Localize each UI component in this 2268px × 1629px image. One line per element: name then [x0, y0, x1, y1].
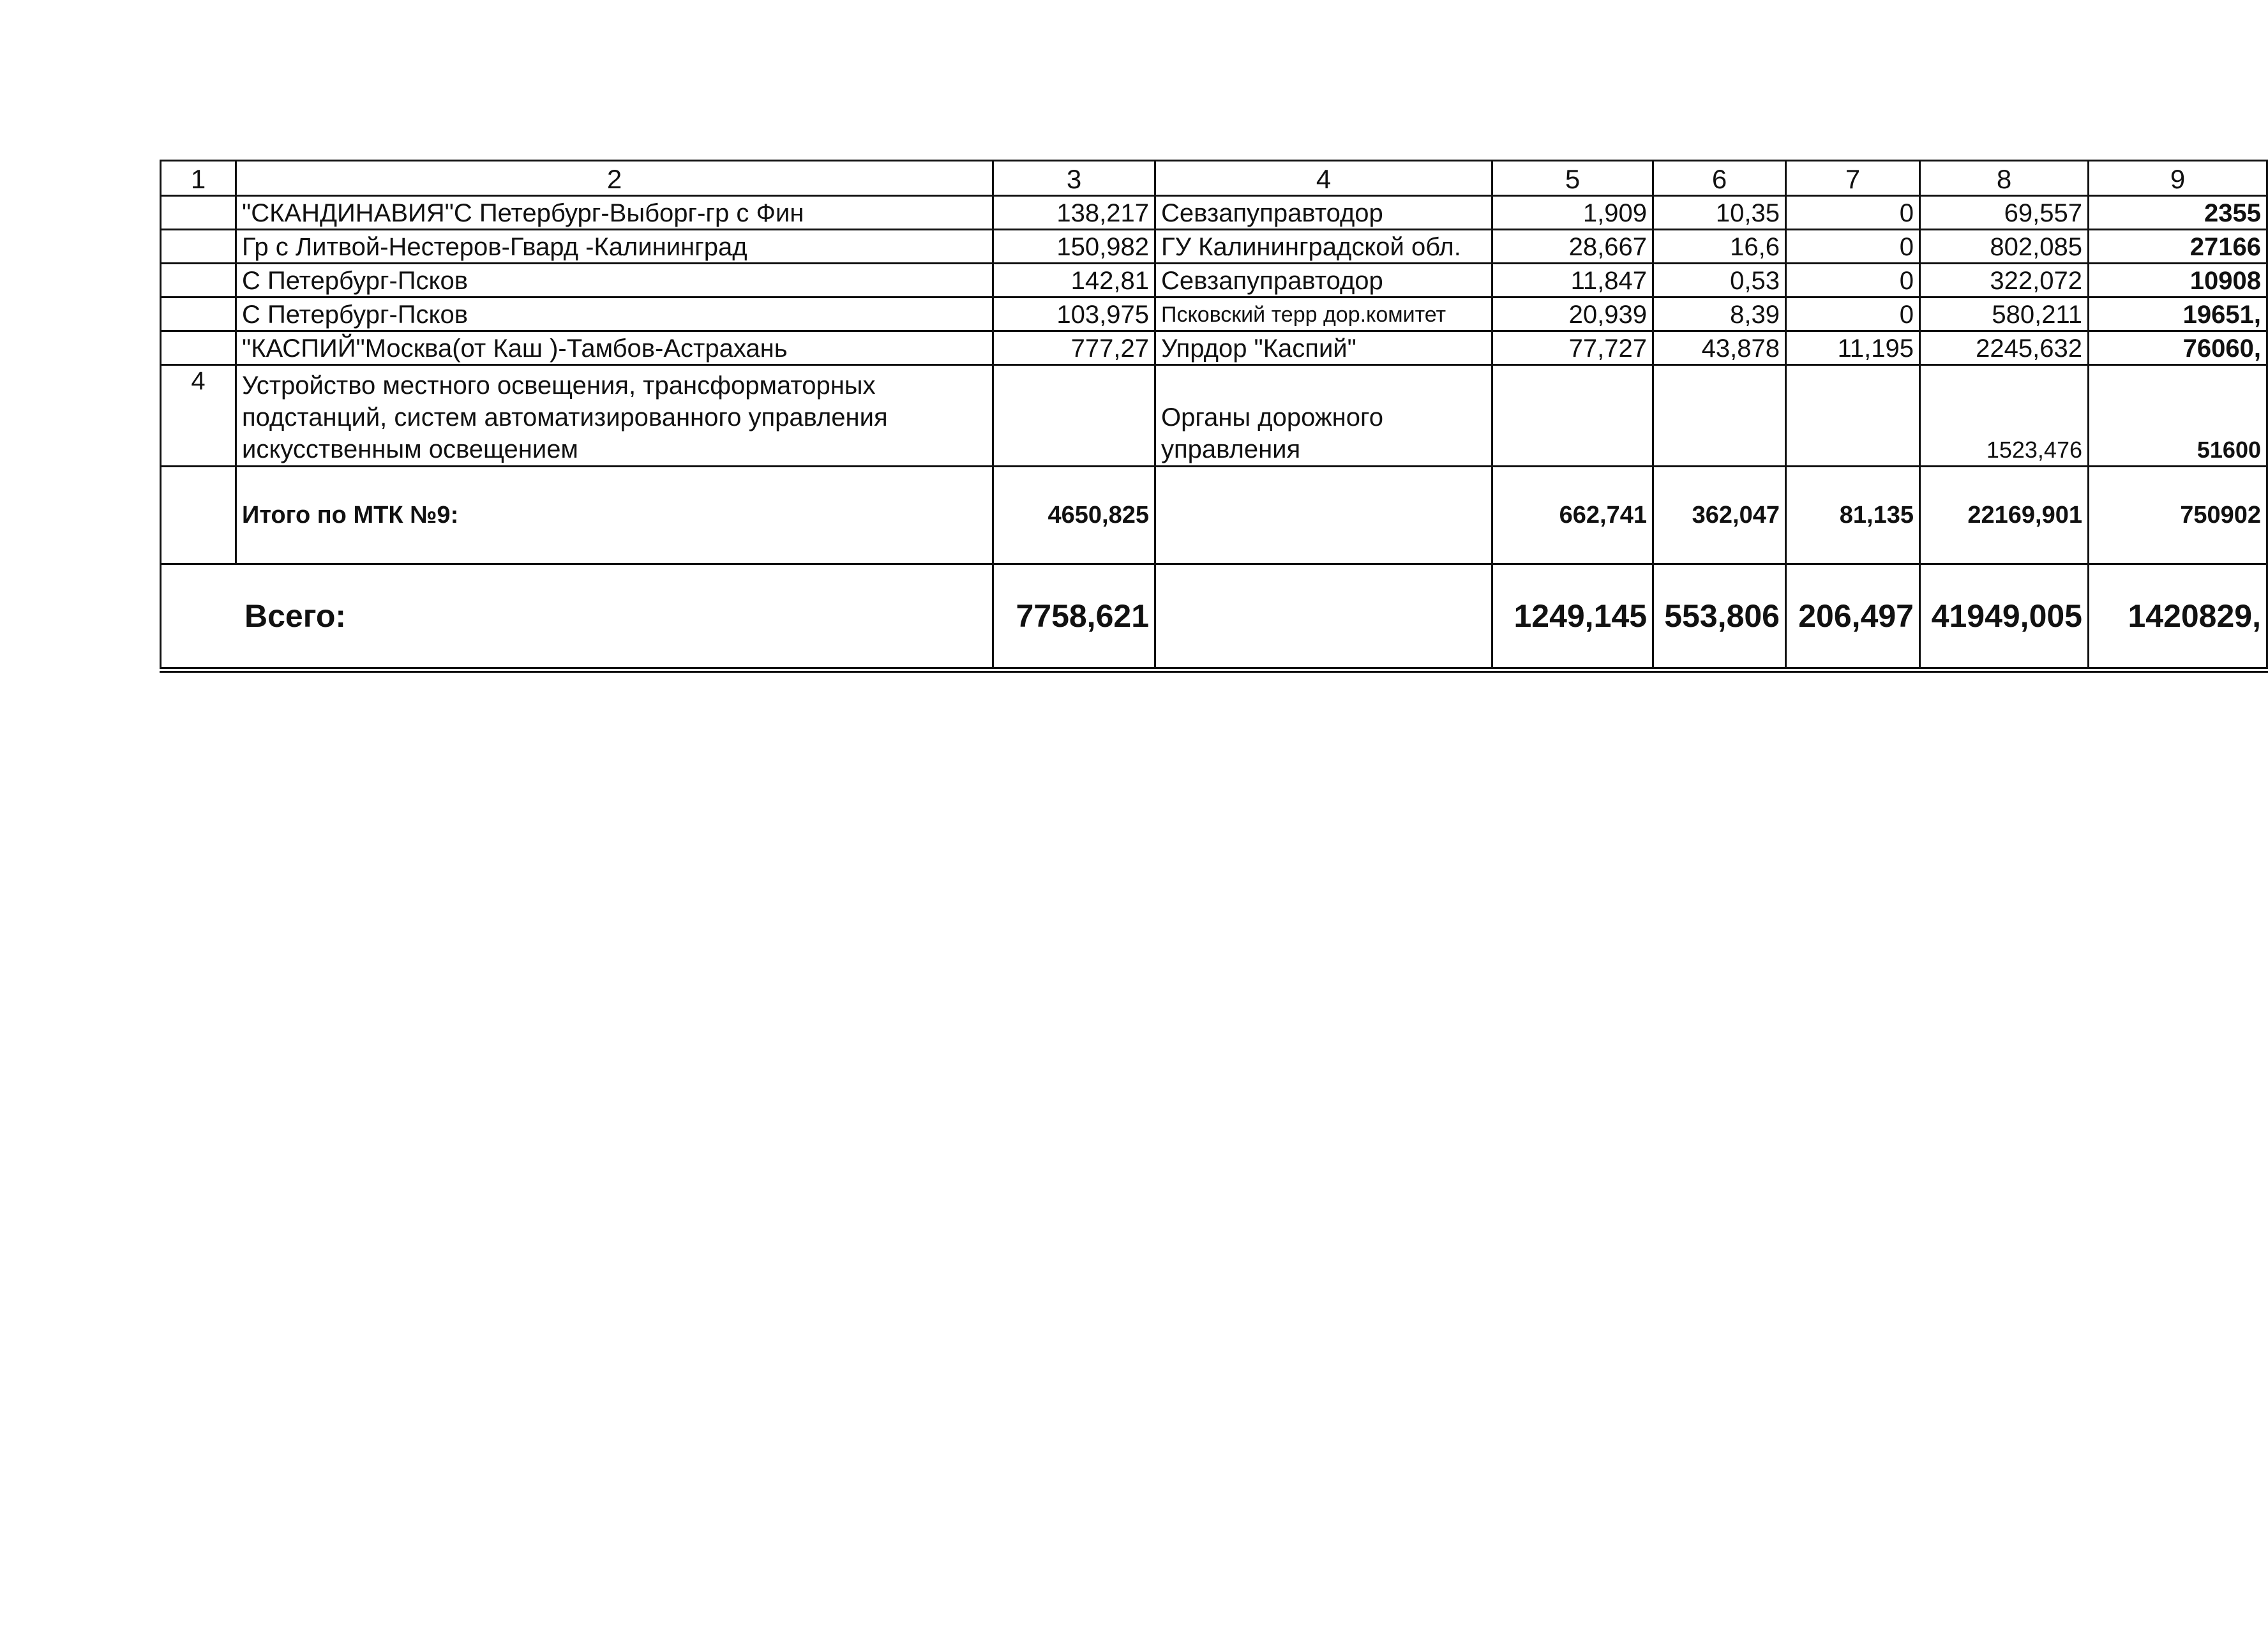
col9-cell: 27166	[2089, 230, 2267, 264]
subtotal-col8: 22169,901	[1920, 467, 2089, 564]
table-row	[161, 264, 2267, 297]
length-cell: 142,81	[993, 264, 1155, 297]
col7-cell: 0	[1786, 264, 1920, 297]
table-row	[161, 297, 2267, 331]
length-cell: 138,217	[993, 196, 1155, 230]
grand-total-col9: 1420829,	[2089, 564, 2267, 670]
length-cell	[993, 365, 1155, 467]
subtotal-col6: 362,047	[1653, 467, 1786, 564]
subtotal-length: 4650,825	[993, 467, 1155, 564]
col9-cell: 2355	[2089, 196, 2267, 230]
agency-cell	[1155, 564, 1492, 670]
row-index-cell	[161, 230, 236, 264]
col9-cell: 51600	[2089, 365, 2267, 467]
length-cell: 103,975	[993, 297, 1155, 331]
row-index-cell	[161, 264, 236, 297]
col6-cell: 0,53	[1653, 264, 1786, 297]
table-row	[161, 331, 2267, 365]
col6-cell: 16,6	[1653, 230, 1786, 264]
subtotal-col7: 81,135	[1786, 467, 1920, 564]
table-row	[161, 230, 2267, 264]
agency-cell: ГУ Калининградской обл.	[1155, 230, 1492, 264]
col5-cell	[1492, 365, 1653, 467]
col-header-5: 5	[1492, 161, 1653, 196]
length-cell: 777,27	[993, 331, 1155, 365]
col7-cell: 0	[1786, 297, 1920, 331]
col7-cell: 0	[1786, 196, 1920, 230]
col9-cell: 10908	[2089, 264, 2267, 297]
agency-cell: Упрдор "Каспий"	[1155, 331, 1492, 365]
col8-cell: 2245,632	[1920, 331, 2089, 365]
col6-cell	[1653, 365, 1786, 467]
route-name-cell: "КАСПИЙ"Москва(от Каш )-Тамбов-Астрахань	[236, 331, 993, 365]
column-number-row	[161, 161, 2267, 196]
col-header-1: 1	[161, 161, 236, 196]
col7-cell: 11,195	[1786, 331, 1920, 365]
col5-cell: 1,909	[1492, 196, 1653, 230]
agency-cell	[1155, 467, 1492, 564]
col-header-7: 7	[1786, 161, 1920, 196]
table-row	[161, 196, 2267, 230]
col8-cell: 1523,476	[1920, 365, 2089, 467]
subtotal-col9: 750902	[2089, 467, 2267, 564]
row-index-cell	[161, 331, 236, 365]
grand-total-row	[161, 564, 2267, 670]
col5-cell: 20,939	[1492, 297, 1653, 331]
col5-cell: 11,847	[1492, 264, 1653, 297]
subtotal-label: Итого по МТК №9:	[236, 467, 993, 564]
grand-total-col8: 41949,005	[1920, 564, 2089, 670]
route-name-cell: С Петербург-Псков	[236, 297, 993, 331]
row-index-cell	[161, 467, 236, 564]
grand-total-label: Всего:	[161, 564, 993, 670]
row-index-cell: 4	[161, 365, 236, 467]
agency-cell: Псковский терр дор.комитет	[1155, 297, 1492, 331]
route-name-cell: "СКАНДИНАВИЯ"С Петербург-Выборг-гр с Фин	[236, 196, 993, 230]
lighting-row	[161, 365, 2267, 467]
subtotal-col5: 662,741	[1492, 467, 1653, 564]
col7-cell: 0	[1786, 230, 1920, 264]
lighting-description-cell: Устройство местного освещения, трансформаторных подстанций, систем автоматизированного управления искусственным освещением	[236, 365, 993, 467]
route-name-cell: С Петербург-Псков	[236, 264, 993, 297]
col6-cell: 10,35	[1653, 196, 1786, 230]
grand-total-col7: 206,497	[1786, 564, 1920, 670]
road-data-table	[160, 160, 2268, 673]
col6-cell: 8,39	[1653, 297, 1786, 331]
col8-cell: 322,072	[1920, 264, 2089, 297]
col8-cell: 69,557	[1920, 196, 2089, 230]
col8-cell: 802,085	[1920, 230, 2089, 264]
col5-cell: 77,727	[1492, 331, 1653, 365]
col8-cell: 580,211	[1920, 297, 2089, 331]
col9-cell: 19651,	[2089, 297, 2267, 331]
grand-total-length: 7758,621	[993, 564, 1155, 670]
agency-cell: Севзапуправтодор	[1155, 264, 1492, 297]
col9-cell: 76060,	[2089, 331, 2267, 365]
col-header-4: 4	[1155, 161, 1492, 196]
col5-cell: 28,667	[1492, 230, 1653, 264]
agency-cell: Органы дорожного управления	[1155, 365, 1492, 467]
length-cell: 150,982	[993, 230, 1155, 264]
route-name-cell: Гр с Литвой-Нестеров-Гвард -Калининград	[236, 230, 993, 264]
grand-total-col5: 1249,145	[1492, 564, 1653, 670]
col7-cell	[1786, 365, 1920, 467]
col-header-3: 3	[993, 161, 1155, 196]
col-header-8: 8	[1920, 161, 2089, 196]
col-header-6: 6	[1653, 161, 1786, 196]
row-index-cell	[161, 297, 236, 331]
col6-cell: 43,878	[1653, 331, 1786, 365]
grand-total-col6: 553,806	[1653, 564, 1786, 670]
agency-cell: Севзапуправтодор	[1155, 196, 1492, 230]
col-header-2: 2	[236, 161, 993, 196]
col-header-9: 9	[2089, 161, 2267, 196]
row-index-cell	[161, 196, 236, 230]
subtotal-row	[161, 467, 2267, 564]
